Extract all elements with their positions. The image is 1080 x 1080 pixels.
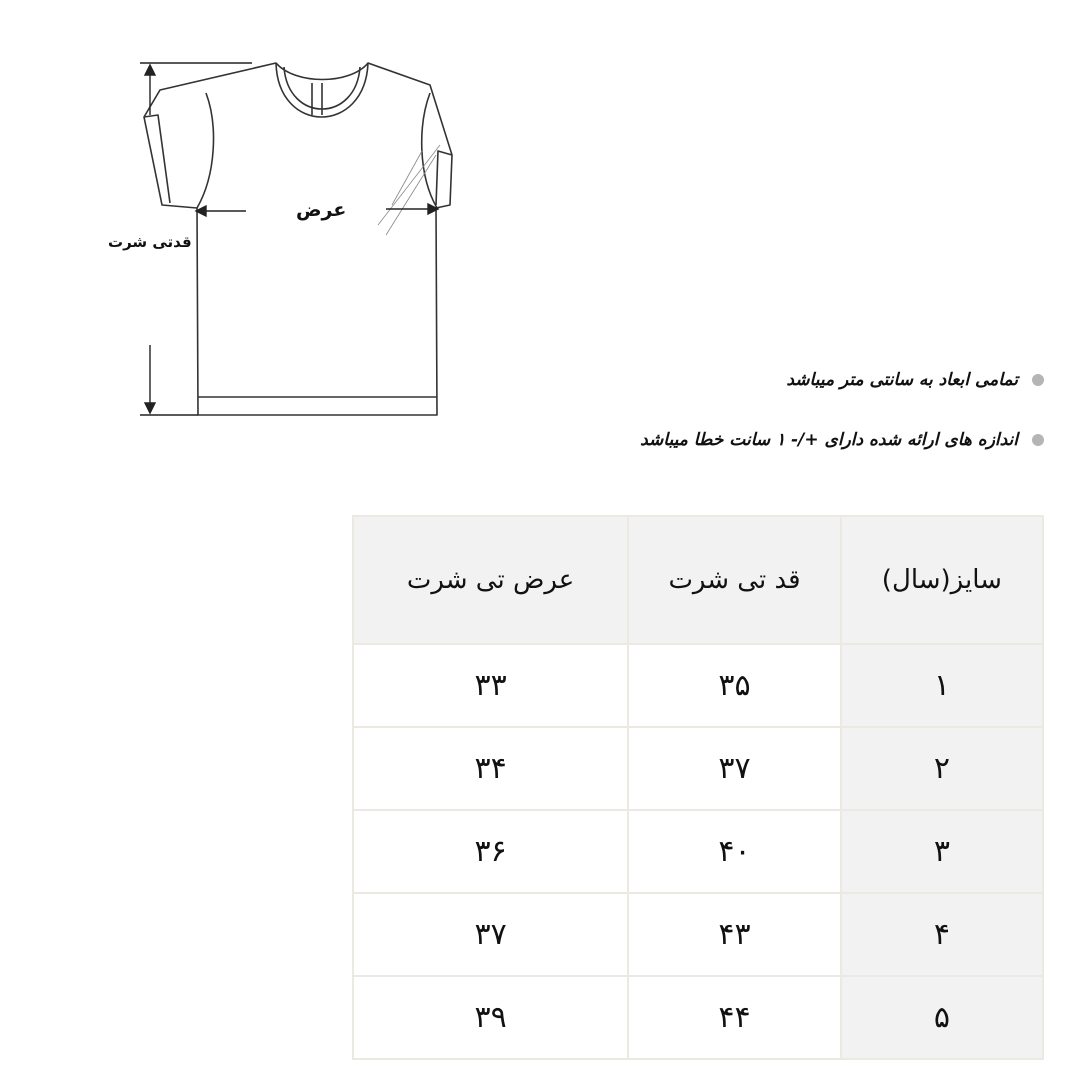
length-label: قدتی شرت xyxy=(108,233,192,251)
cell-size: ۳ xyxy=(841,810,1043,893)
table-row xyxy=(353,727,1043,810)
table-row xyxy=(353,810,1043,893)
cell-width: ۳۹ xyxy=(353,976,628,1059)
cell-width: ۳۴ xyxy=(353,727,628,810)
table-row xyxy=(353,893,1043,976)
cell-length: ۳۷ xyxy=(628,727,841,810)
cell-size: ۵ xyxy=(841,976,1043,1059)
cell-width: ۳۳ xyxy=(353,644,628,727)
cell-size: ۲ xyxy=(841,727,1043,810)
cell-length: ۴۴ xyxy=(628,976,841,1059)
cell-length: ۳۵ xyxy=(628,644,841,727)
bullet-icon xyxy=(1032,434,1044,446)
bullet-icon xyxy=(1032,374,1044,386)
tshirt-diagram xyxy=(100,55,520,435)
cell-width: ۳۶ xyxy=(353,810,628,893)
header-width: عرض تی شرت xyxy=(353,516,628,644)
note-text: اندازه های ارائه شده دارای +/- ۱ سانت خطا میباشد xyxy=(640,430,1018,450)
table-row xyxy=(353,976,1043,1059)
note-text: تمامی ابعاد به سانتی متر میباشد xyxy=(786,370,1018,390)
cell-length: ۴۰ xyxy=(628,810,841,893)
cell-width: ۳۷ xyxy=(353,893,628,976)
table-header-row xyxy=(353,516,1043,644)
cell-size: ۱ xyxy=(841,644,1043,727)
cell-length: ۴۳ xyxy=(628,893,841,976)
note-item xyxy=(524,420,1044,460)
size-chart-table xyxy=(352,515,1044,1060)
table-row xyxy=(353,644,1043,727)
cell-size: ۴ xyxy=(841,893,1043,976)
header-length: قد تی شرت xyxy=(628,516,841,644)
notes-list xyxy=(524,360,1044,480)
header-size: سایز(سال) xyxy=(841,516,1043,644)
note-item xyxy=(524,360,1044,400)
width-label: عرض xyxy=(296,199,347,221)
